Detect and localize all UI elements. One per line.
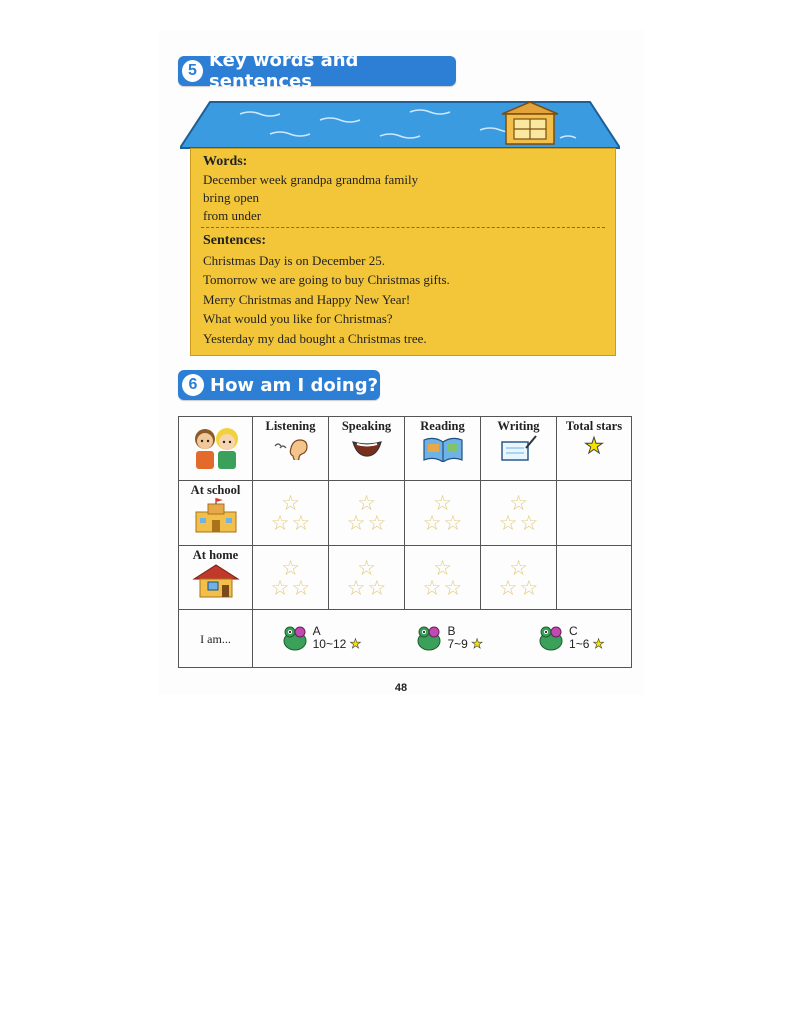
star-rating-cell[interactable]: ☆ ☆ ☆ <box>481 545 557 609</box>
column-label: Writing <box>497 419 540 433</box>
words-line: bring open <box>203 190 259 205</box>
total-stars-cell[interactable] <box>557 481 632 545</box>
grade-range: 1~6 <box>569 637 590 652</box>
children-icon <box>188 419 244 473</box>
notebook-pencil-icon <box>498 434 540 462</box>
words-line: December week grandpa grandma family <box>203 172 419 187</box>
self-assessment-table <box>178 416 632 668</box>
table-row <box>179 545 632 609</box>
grade-b[interactable] <box>414 623 482 653</box>
words-heading: Words: <box>203 154 248 169</box>
words-block <box>203 153 603 225</box>
column-reading <box>405 417 481 481</box>
mouth-icon <box>347 434 387 460</box>
grade-letter: B <box>447 624 456 639</box>
yellow-star-icon: ★ <box>592 637 605 653</box>
frog-icon <box>414 623 444 653</box>
sentence-line: Tomorrow we are going to buy Christmas gifts. <box>203 272 450 287</box>
sentence-line: Yesterday my dad bought a Christmas tree. <box>203 330 427 346</box>
section-6-number: 6 <box>182 374 204 396</box>
column-label: Speaking <box>341 419 392 433</box>
star-rating-cell[interactable]: ☆ ☆ ☆ <box>253 481 329 545</box>
section-5-number: 5 <box>182 60 203 82</box>
column-label: Reading <box>420 419 465 433</box>
star-rating-cell[interactable]: ☆ ☆ ☆ <box>253 545 329 609</box>
grade-c[interactable] <box>536 623 604 653</box>
row-label: At school <box>190 483 241 498</box>
section-5-title: Key words and sentences <box>209 50 359 92</box>
sentence-line: Merry Christmas and Happy New Year! <box>203 291 411 307</box>
table-row <box>179 609 632 667</box>
grade-letter: C <box>569 624 578 639</box>
star-rating-cell[interactable]: ☆ ☆ ☆ <box>405 545 481 609</box>
house-roof-illustration <box>180 100 620 150</box>
row-header-at-school <box>179 481 253 545</box>
grade-range: 7~9 <box>447 637 468 652</box>
row-header-i-am <box>179 609 253 667</box>
grade-letter: A <box>312 624 321 639</box>
row-header-at-home <box>179 545 253 609</box>
star-rating-cell[interactable]: ☆ ☆ ☆ <box>329 545 405 609</box>
total-stars-cell[interactable] <box>557 545 632 609</box>
key-words-panel <box>190 148 616 356</box>
column-total-stars <box>557 417 632 481</box>
star-rating-cell[interactable]: ☆ ☆ ☆ <box>405 481 481 545</box>
table-header-row <box>179 417 632 481</box>
section-6-header <box>178 370 380 400</box>
ear-icon <box>271 434 311 460</box>
words-line: from under <box>203 208 262 223</box>
column-speaking <box>329 417 405 481</box>
sentences-block <box>203 231 603 348</box>
table-row <box>179 481 632 545</box>
column-label: Total stars <box>565 419 623 433</box>
sentences-heading: Sentences: <box>203 233 266 248</box>
section-5-header <box>178 50 456 92</box>
school-icon <box>190 498 242 534</box>
frog-icon <box>280 623 310 653</box>
grade-range: 10~12 <box>312 637 347 652</box>
panel-divider <box>201 227 605 228</box>
grade-scale-cell <box>253 609 632 667</box>
star-rating-cell[interactable]: ☆ ☆ ☆ <box>481 481 557 545</box>
yellow-star-icon: ★ <box>471 637 483 653</box>
frog-icon <box>536 623 566 653</box>
sentence-line: Christmas Day is on December 25. <box>203 252 385 268</box>
row-label: At home <box>192 547 239 562</box>
children-icon-cell <box>179 417 253 481</box>
book-icon <box>422 434 464 462</box>
textbook-page <box>158 30 644 695</box>
sentence-line: What would you like for Christmas? <box>203 311 393 326</box>
row-label: I am... <box>200 631 231 646</box>
column-writing <box>481 417 557 481</box>
yellow-star-icon: ★ <box>584 434 604 459</box>
yellow-star-icon: ★ <box>349 637 362 653</box>
section-6-title: How am I doing? <box>210 374 379 396</box>
column-label: Listening <box>265 419 316 433</box>
home-icon <box>192 563 240 599</box>
star-rating-cell[interactable]: ☆ ☆ ☆ <box>329 481 405 545</box>
column-listening <box>253 417 329 481</box>
page-number: 48 <box>394 682 408 694</box>
grade-a[interactable] <box>280 623 362 653</box>
